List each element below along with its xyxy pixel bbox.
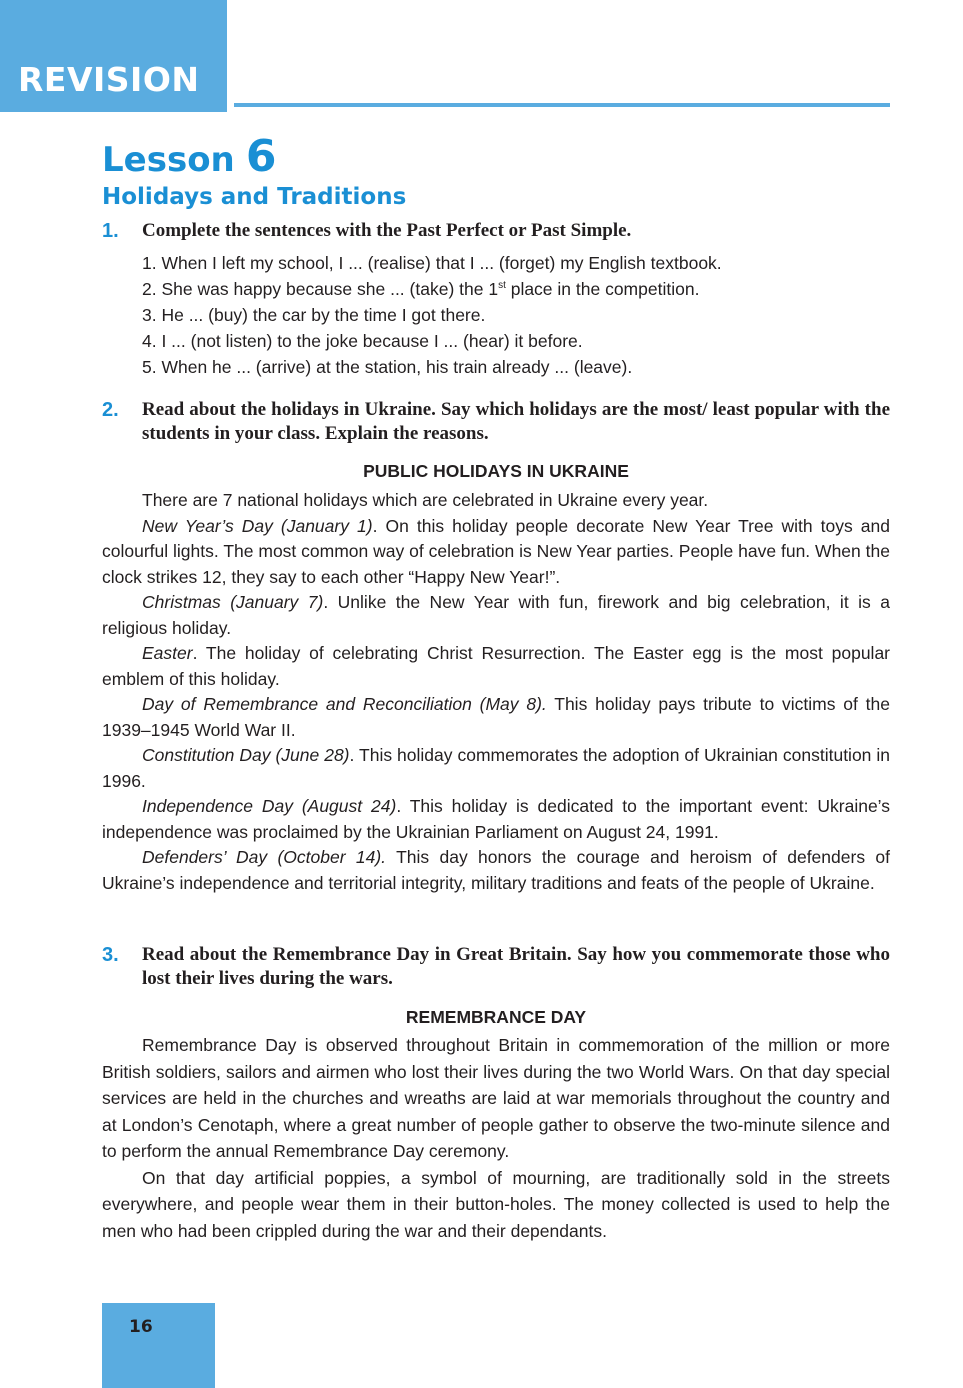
holiday-description: . The holiday of celebrating Christ Resurrection. The Easter egg is the most popular emblem of this holiday. [102, 643, 890, 689]
holiday-description: . On this holiday people decorate New Year Tree with toys and colourful lights. The most common way of celebration is New Year parties. People have fun. When the clock strikes 12, they say to each other “Happy New Year!”. [102, 515, 890, 587]
task-instruction: Complete the sentences with the Past Perfect or Past Simple. [142, 220, 632, 241]
holiday-paragraph [102, 845, 890, 896]
revision-tab [0, 0, 227, 112]
task-instruction: Read about the holidays in Ukraine. Say which holidays are the most/ least popular with the students in your class. Explain the reasons. [142, 399, 890, 444]
holiday-name: Easter [142, 643, 193, 663]
section-label: REVISION [18, 60, 200, 99]
holiday-description: . This holiday is dedicated to the important event: Ukraine’s independence was proclaimed by the Ukrainian Parliament on August 24, 1991. [102, 796, 890, 842]
lesson-number: 6 [245, 131, 277, 182]
holiday-paragraph [102, 514, 890, 591]
task-number: 2. [102, 399, 119, 421]
holiday-name: Day of Remembrance and Reconciliation (May 8). [142, 694, 547, 714]
sentence-item: 1. When I left my school, I ... (realise) that I ... (forget) my English textbook. [142, 253, 722, 273]
holiday-description: This holiday pays tribute to victims of the 1939–1945 World War II. [102, 694, 890, 740]
task-1 [102, 219, 890, 380]
body-paragraph: Remembrance Day is observed throughout Britain in commemoration of the million or more British soldiers, sailors and airmen who lost their lives during the two World Wars. On that day special services are held in the churches and wreaths are laid at war memorials throughout the country and at London’s Cenotaph, where a great number of people gather to observe the two-minute silence and to perform the annual Remembrance Day ceremony. [102, 1035, 890, 1161]
holidays-text [102, 488, 890, 896]
holiday-paragraph [102, 794, 890, 845]
lesson-subtitle: Holidays and Traditions [102, 184, 407, 210]
intro-paragraph: There are 7 national holidays which are celebrated in Ukraine every year. [142, 490, 709, 510]
holiday-paragraph [102, 692, 890, 743]
ordinal-suffix: st [498, 280, 506, 292]
body-paragraph: On that day artificial poppies, a symbol of mourning, are traditionally sold in the streets everywhere, and people wear them in their button-holes. The money collected is used to help the men who had been crippled during the war and their dependants. [102, 1167, 890, 1241]
lesson-word: Lesson [102, 140, 235, 180]
header-rule [234, 103, 890, 107]
sentence-item [142, 276, 890, 302]
holiday-paragraph [102, 743, 890, 794]
sentence-item: 4. I ... (not listen) to the joke because I ... (hear) it before. [142, 331, 583, 351]
sentence-list [142, 250, 890, 380]
holiday-description: This day honors the courage and heroism of defenders of Ukraine’s independence and territorial integrity, military traditions and feats of the people of Ukraine. [102, 847, 891, 893]
holiday-name: Defenders’ Day (October 14). [142, 847, 387, 867]
section-heading: PUBLIC HOLIDAYS IN UKRAINE [363, 461, 629, 481]
sentence-item: 5. When he ... (arrive) at the station, his train already ... (leave). [142, 357, 633, 377]
holiday-name: Independence Day (August 24) [142, 796, 397, 816]
task-3 [102, 943, 890, 1244]
task-number: 1. [102, 220, 119, 242]
sentence-text: place in the competition. [505, 279, 700, 299]
holiday-name: New Year’s Day (January 1) [142, 515, 373, 536]
task-instruction: Read about the Remembrance Day in Great Britain. Say how you commemorate those who lost their lives during the wars. [142, 944, 890, 989]
remembrance-text [102, 1032, 890, 1244]
task-2 [102, 398, 890, 896]
holiday-paragraph [102, 590, 890, 641]
holiday-description: . This holiday commemorates the adoption of Ukrainian constitution in 1996. [102, 745, 890, 791]
holiday-paragraph [102, 641, 890, 692]
holiday-name: Christmas (January 7) [142, 592, 324, 612]
lesson-title [102, 130, 277, 187]
section-heading: REMEMBRANCE DAY [405, 1007, 587, 1027]
holiday-name: Constitution Day (June 28) [142, 745, 350, 765]
page-number-tab [102, 1303, 215, 1388]
task-number: 3. [102, 944, 119, 966]
sentence-item: 3. He ... (buy) the car by the time I got there. [142, 305, 486, 325]
holiday-description: . Unlike the New Year with fun, firework and big celebration, it is a religious holiday. [102, 592, 890, 638]
sentence-text: 2. She was happy because she ... (take) the 1 [142, 279, 499, 299]
page-number: 16 [129, 1317, 153, 1337]
